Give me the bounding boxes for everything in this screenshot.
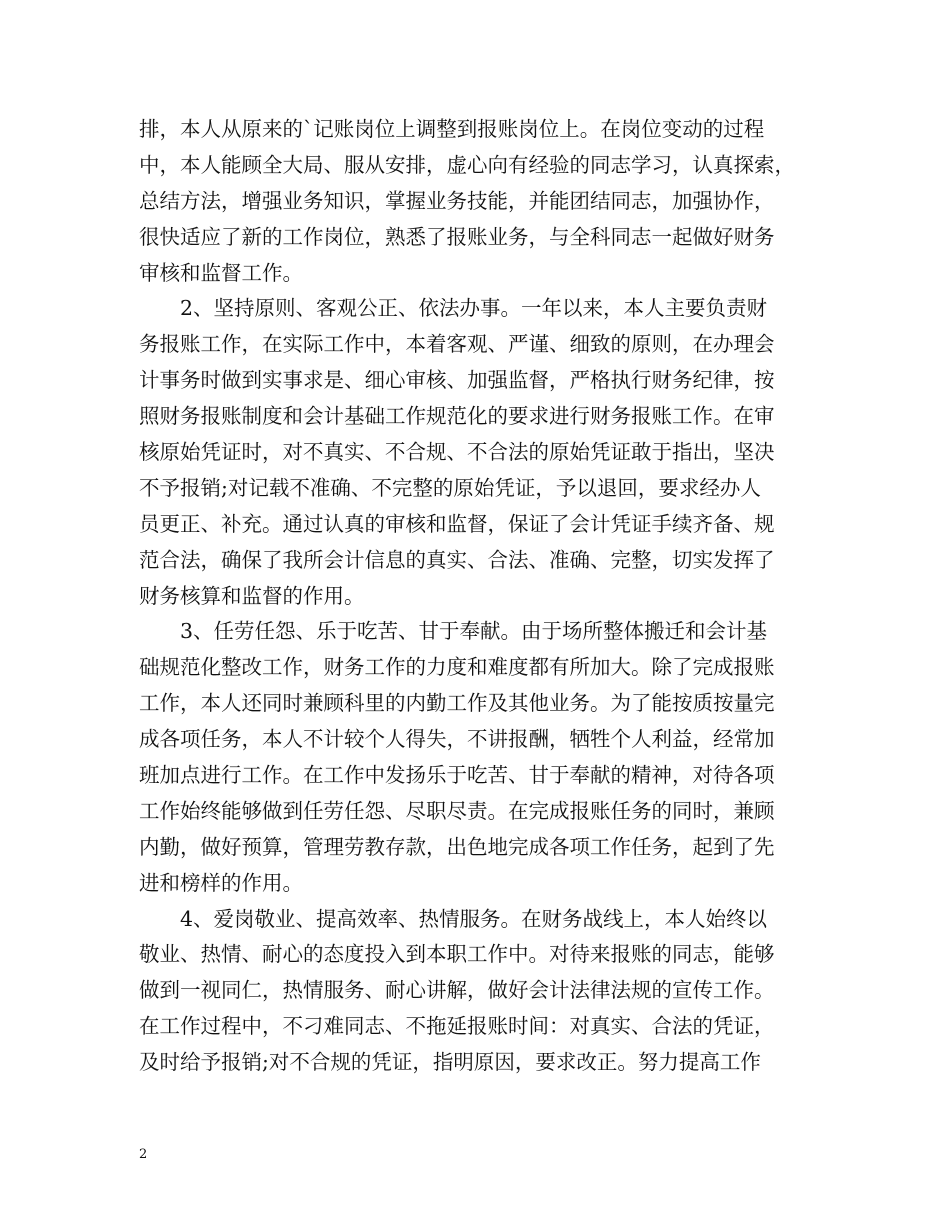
text-line: 不予报销;对记载不准确、不完整的原始凭证，予以退回，要求经办人 <box>139 475 761 500</box>
text-line: 范合法，确保了我所会计信息的真实、合法、准确、完整，切实发挥了 <box>139 547 775 572</box>
body-text <box>139 112 829 1081</box>
text-line: 总结方法，增强业务知识，掌握业务技能，并能团结同志，加强协作， <box>139 188 775 213</box>
text-line: 审核和监督工作。 <box>139 260 303 285</box>
text-line: 核原始凭证时，对不真实、不合规、不合法的原始凭证敢于指出，坚决 <box>139 440 775 465</box>
page-number: 2 <box>139 1147 148 1162</box>
text-line: 计事务时做到实事求是、细心审核、加强监督，严格执行财务纪律，按 <box>139 368 775 393</box>
text-line: 财务核算和监督的作用。 <box>139 583 365 608</box>
text-line: 及时给予报销;对不合规的凭证，指明原因，要求改正。努力提高工作 <box>139 1050 761 1075</box>
text-line: 础规范化整改工作，财务工作的力度和难度都有所加大。除了完成报账 <box>139 655 775 680</box>
paragraph-first-line: 4、爱岗敬业、提高效率、热情服务。在财务战线上，本人始终以 <box>180 906 768 931</box>
text-line: 中，本人能顾全大局、服从安排，虚心向有经验的同志学习，认真探索， <box>139 152 795 177</box>
text-line: 内勤，做好预算，管理劳教存款，出色地完成各项工作任务，起到了先 <box>139 834 775 859</box>
text-line: 做到一视同仁，热情服务、耐心讲解，做好会计法律法规的宣传工作。 <box>139 978 775 1003</box>
paragraph-first-line: 3、任劳任怨、乐于吃苦、甘于奉献。由于场所整体搬迁和会计基 <box>180 619 768 644</box>
text-line: 班加点进行工作。在工作中发扬乐于吃苦、甘于奉献的精神，对待各项 <box>139 763 775 788</box>
text-line: 在工作过程中，不刁难同志、不拖延报账时间：对真实、合法的凭证， <box>139 1014 775 1039</box>
text-line: 很快适应了新的工作岗位，熟悉了报账业务，与全科同志一起做好财务 <box>139 224 775 249</box>
text-line: 工作始终能够做到任劳任怨、尽职尽责。在完成报账任务的同时，兼顾 <box>139 798 775 823</box>
text-line: 成各项任务，本人不计较个人得失，不讲报酬，牺牲个人利益，经常加 <box>139 727 775 752</box>
paragraph-first-line: 2、坚持原则、客观公正、依法办事。一年以来，本人主要负责财 <box>180 296 768 321</box>
text-line: 照财务报账制度和会计基础工作规范化的要求进行财务报账工作。在审 <box>139 404 775 429</box>
text-line: 务报账工作，在实际工作中，本着客观、严谨、细致的原则，在办理会 <box>139 332 775 357</box>
text-line: 工作，本人还同时兼顾科里的内勤工作及其他业务。为了能按质按量完 <box>139 691 775 716</box>
text-line: 敬业、热情、耐心的态度投入到本职工作中。对待来报账的同志，能够 <box>139 942 775 967</box>
text-line: 进和榜样的作用。 <box>139 870 303 895</box>
text-line: 员更正、补充。通过认真的审核和监督，保证了会计凭证手续齐备、规 <box>139 511 775 536</box>
text-line: 排，本人从原来的`记账岗位上调整到报账岗位上。在岗位变动的过程 <box>139 117 765 141</box>
